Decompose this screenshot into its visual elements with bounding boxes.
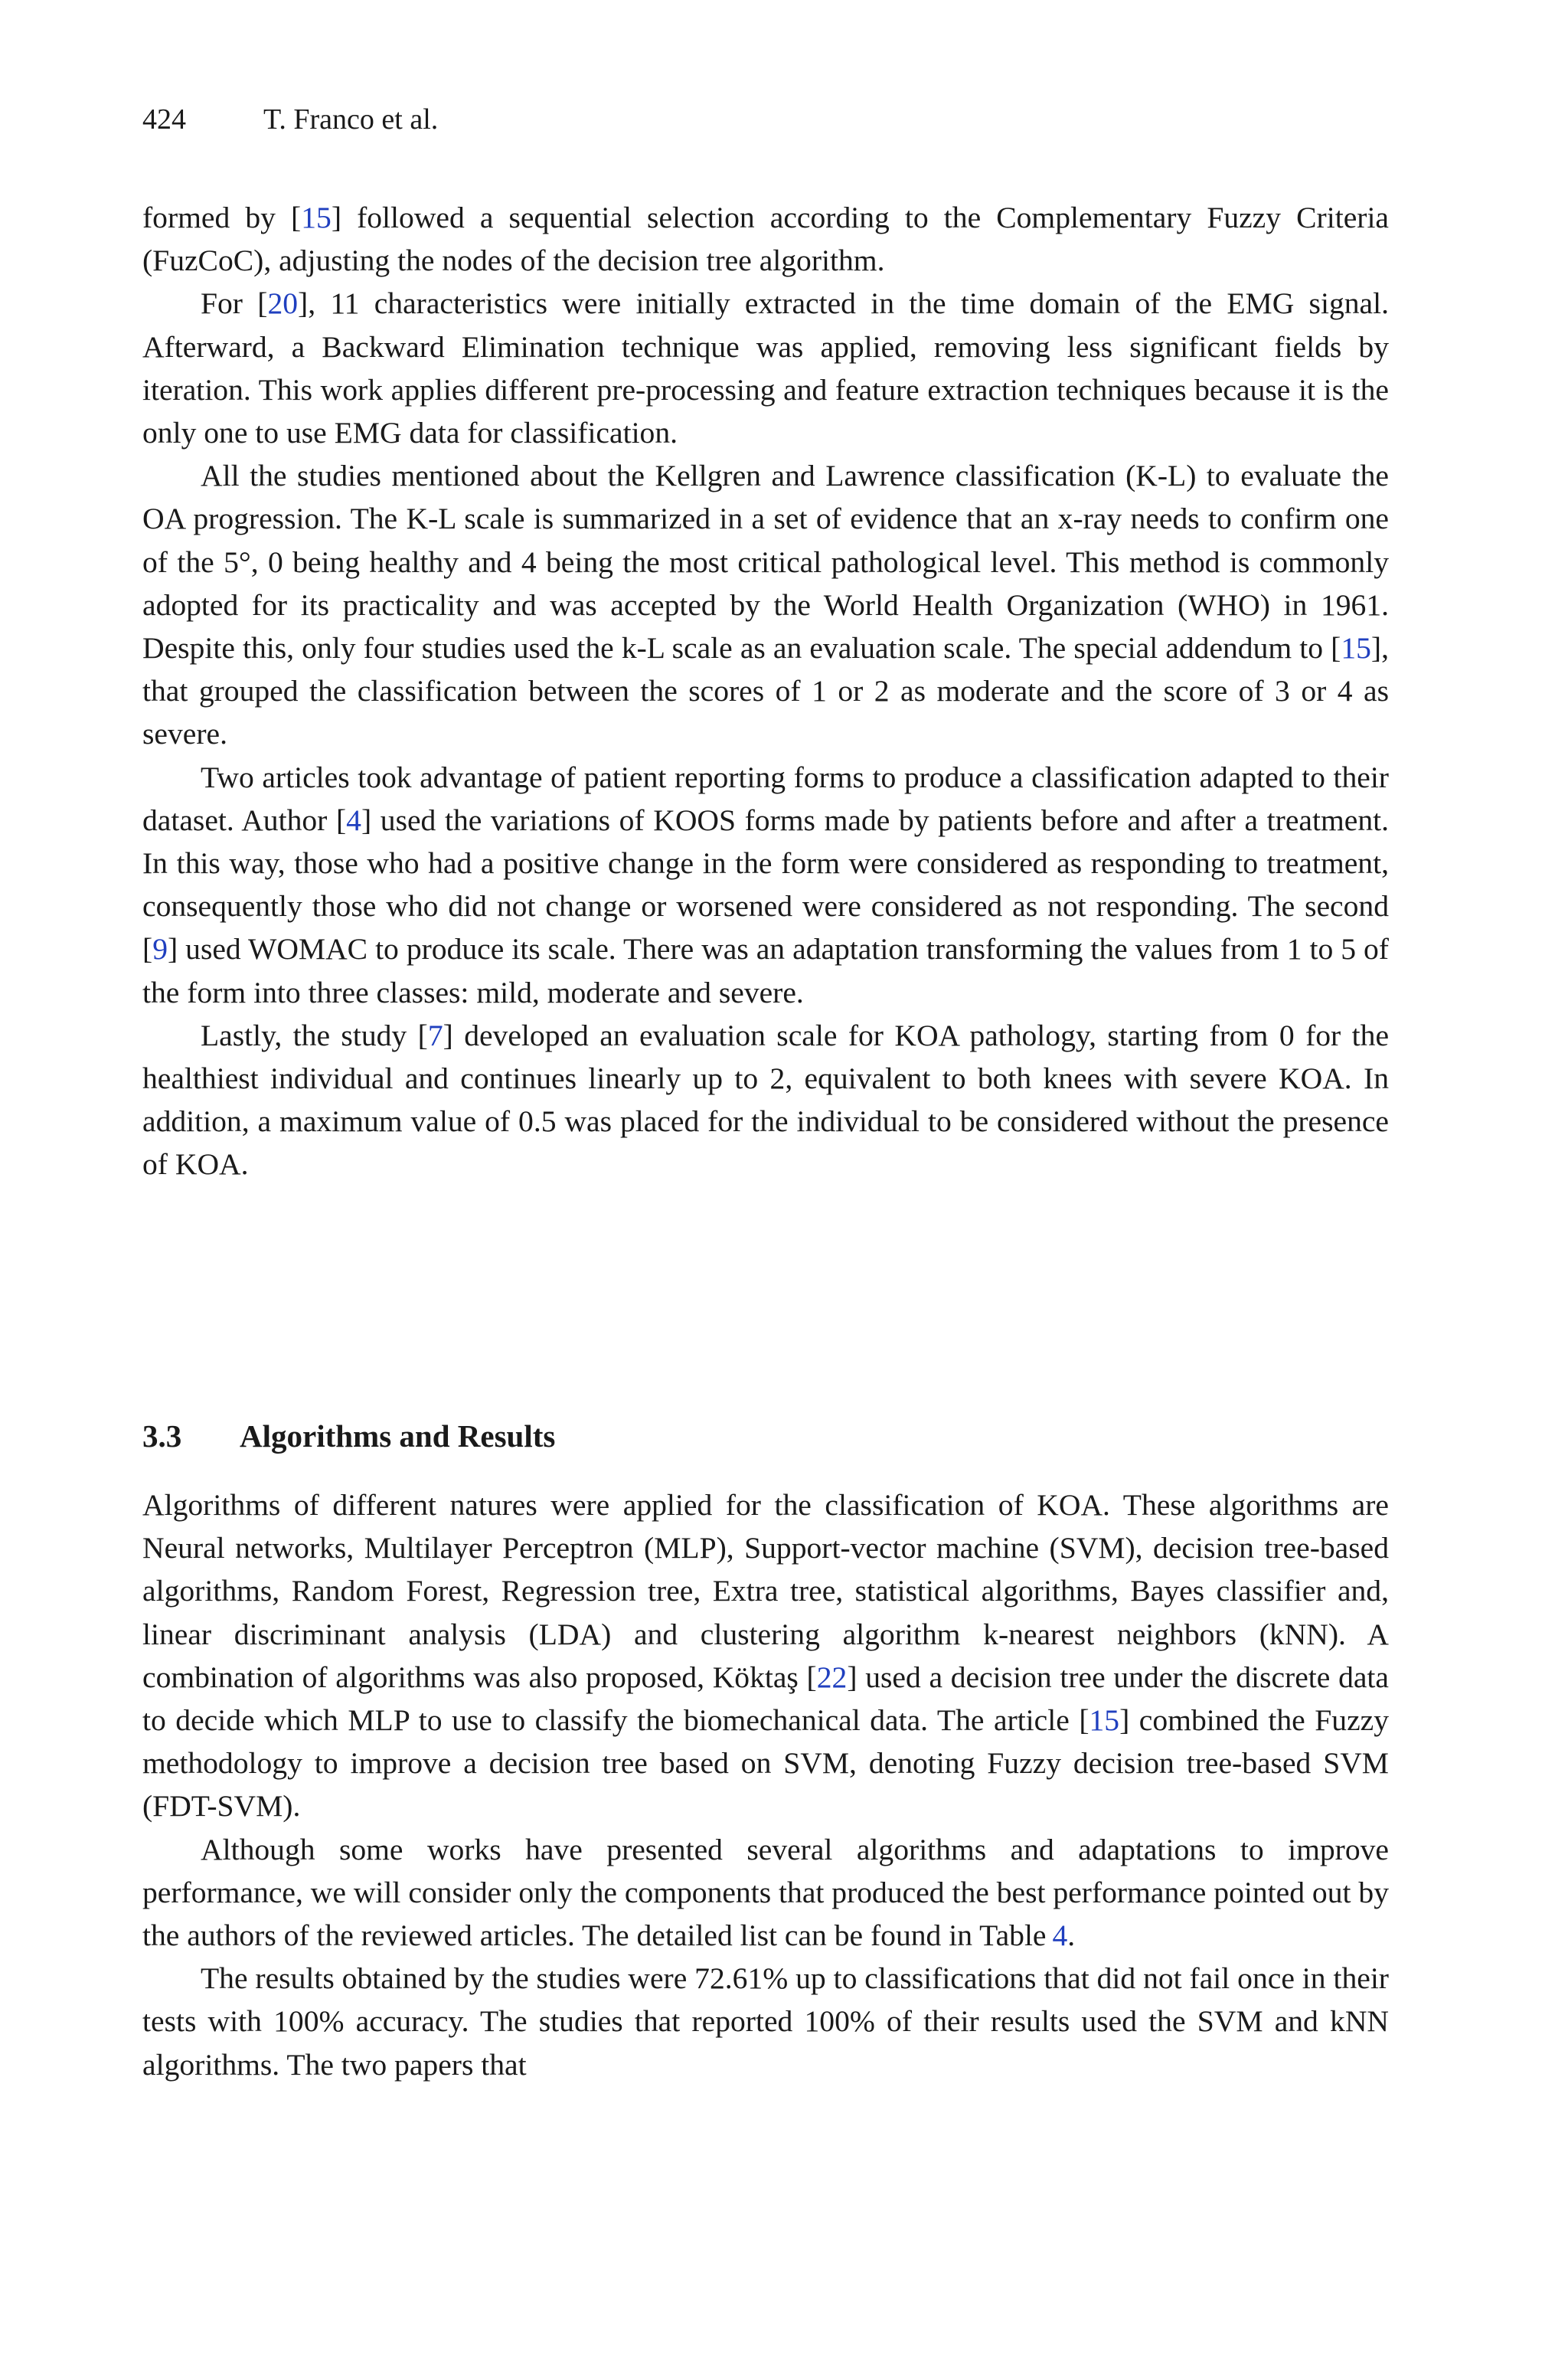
text: ] used a decision tree under the discrete data to decide which MLP to use to classify the biomechanical data. The article [ <box>142 1660 1389 1738</box>
text: ] combined the Fuzzy methodology to improve a decision tree based on SVM, denoting Fuzzy decision tree-based SVM (FDT-SVM). <box>142 1703 1389 1824</box>
citation-link[interactable]: 15 <box>301 201 332 234</box>
page-number: 424 <box>142 103 186 136</box>
text: Algorithms of different natures were applied for the classification of KOA. These algorithms are Neural networks, Multilayer Perceptron (MLP), Support-vector machine (SVM), decision tree-based algorithms, Random Forest, Regression tree, Extra tree, statistical algorithms, Bayes classifier and, linear discriminant analysis (LDA) and clustering algorithm k-nearest neighbors (kNN). A combination of algorithms was also proposed, Köktaş [ <box>142 1488 1389 1694</box>
text: formed by [ <box>142 201 302 234</box>
citation-link[interactable]: 4 <box>346 803 361 837</box>
paragraph <box>142 196 1389 282</box>
text-block-1 <box>142 196 1389 1186</box>
paragraph <box>142 756 1389 1014</box>
text: ] used WOMAC to produce its scale. There was an adaptation transforming the values from 1 to 5 of the form into three classes: mild, moderate and severe. <box>142 932 1389 1009</box>
text: Lastly, the study [ <box>201 1018 428 1052</box>
citation-link[interactable]: 15 <box>1341 631 1371 666</box>
text: . <box>1067 1918 1076 1953</box>
section-heading <box>142 1418 556 1454</box>
text: ] used the variations of KOOS forms made by patients before and after a treatment. In this way, those who had a positive change in the form were considered as responding to treatment, consequently those who did not change or worsened were considered as not responding. The second [ <box>142 803 1389 967</box>
paragraph <box>142 454 1389 755</box>
running-head <box>142 105 438 134</box>
citation-link[interactable]: 15 <box>1089 1703 1120 1738</box>
text: ] developed an evaluation scale for KOA pathology, starting from 0 for the healthiest individual and continues linearly up to 2, equivalent to both knees with severe KOA. In addition, a maximum value of 0.5 was placed for the individual to be considered without the presence of KOA. <box>142 1018 1390 1182</box>
section-number: 3.3 <box>142 1418 182 1454</box>
section-title: Algorithms and Results <box>240 1418 556 1454</box>
text-block-2 <box>142 1483 1389 2086</box>
text: The results obtained by the studies were 72.61% up to classifications that did not fail once in their tests with 100% accuracy. The studies that reported 100% of their results used the SVM and kNN algorithms. The two papers that <box>142 1961 1389 2082</box>
text: All the studies mentioned about the Kellgren and Lawrence classification (K-L) to evaluate the OA progression. The K-L scale is summarized in a set of evidence that an x-ray needs to confirm one of the 5°, 0 being healthy and 4 being the most critical pathological level. This method is commonly adopted for its practicality and was accepted by the World Health Organization (WHO) in 1961. Despite this, only four studies used the k-L scale as an evaluation scale. The special addendum to [ <box>142 459 1389 666</box>
citation-link[interactable]: 22 <box>816 1660 848 1694</box>
citation-link[interactable]: 7 <box>427 1018 443 1052</box>
text: Two articles took advantage of patient reporting forms to produce a classification adapted to their dataset. Author [ <box>142 760 1389 837</box>
text: Although some works have presented several algorithms and adaptations to improve performance, we will consider only the components that produced the best performance pointed out by the authors of the reviewed articles. The detailed list can be found in Table <box>142 1832 1389 1953</box>
text: ] followed a sequential selection according to the Complementary Fuzzy Criteria (FuzCoC), adjusting the nodes of the decision tree algorithm. <box>142 201 1390 278</box>
paragraph <box>142 1014 1389 1186</box>
paragraph <box>142 1828 1389 1958</box>
running-authors: T. Franco et al. <box>263 103 439 136</box>
citation-link[interactable]: 20 <box>267 286 299 321</box>
text: For [ <box>201 286 268 321</box>
table-link[interactable]: 4 <box>1052 1918 1068 1953</box>
paragraph <box>142 282 1389 454</box>
text: ], 11 characteristics were initially extracted in the time domain of the EMG signal. Afterward, a Backward Elimination technique was applied, removing less significant fields by iteration. This work applies different pre-processing and feature extraction techniques because it is the only one to use EMG data for classification. <box>142 286 1389 450</box>
text: ], that grouped the classification between the scores of 1 or 2 as moderate and the score of 3 or 4 as severe. <box>142 631 1389 751</box>
citation-link[interactable]: 9 <box>152 932 168 967</box>
paragraph <box>142 1957 1389 2086</box>
paragraph <box>142 1483 1389 1828</box>
